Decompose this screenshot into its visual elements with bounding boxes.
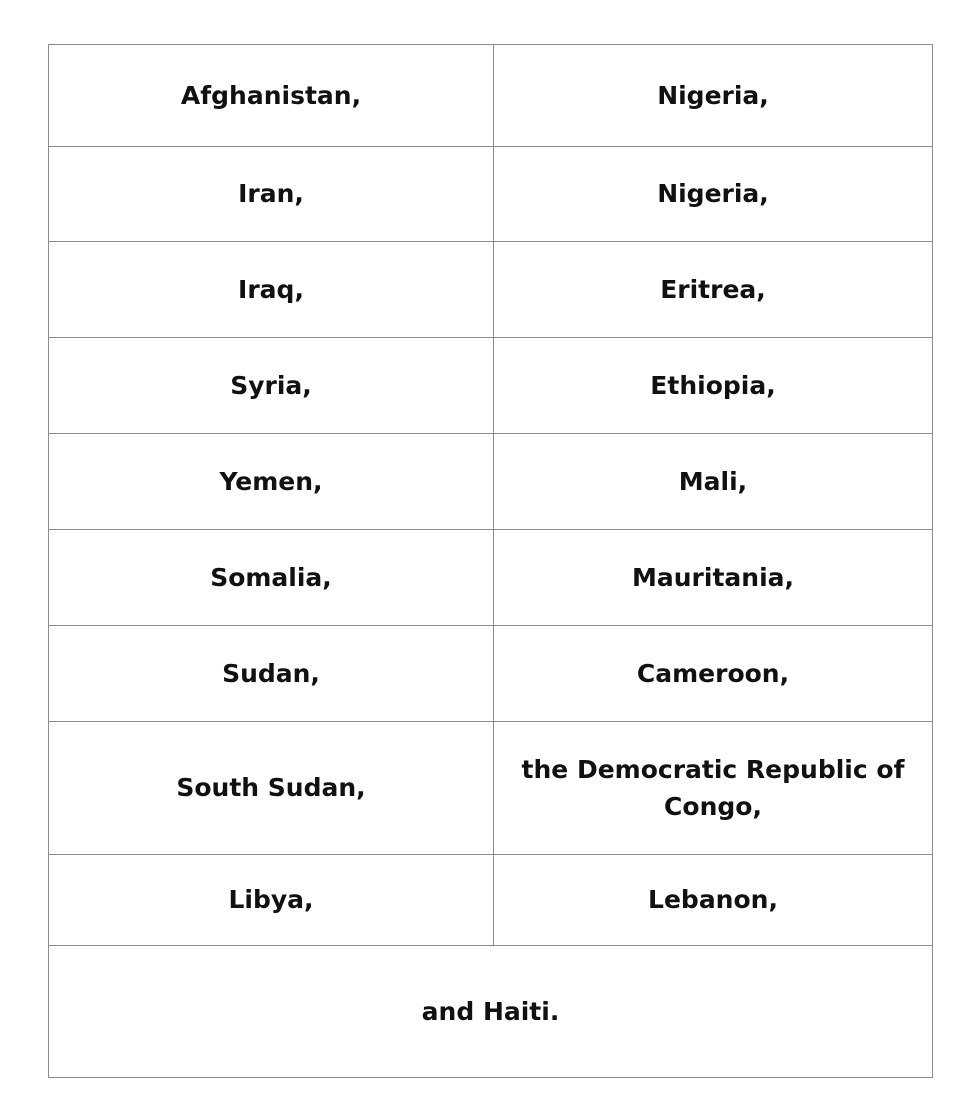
country-cell-left: Afghanistan,: [49, 45, 494, 147]
country-cell-right: the Democratic Republic of Congo,: [494, 722, 933, 855]
country-cell-left: Syria,: [49, 338, 494, 434]
table-row: [49, 45, 933, 147]
table-row: [49, 626, 933, 722]
table-row: [49, 855, 933, 946]
table-row: [49, 722, 933, 855]
final-country-cell: and Haiti.: [49, 946, 933, 1078]
country-cell-left: Libya,: [49, 855, 494, 946]
country-cell-right: Eritrea,: [494, 242, 933, 338]
country-cell-right: Cameroon,: [494, 626, 933, 722]
table-row: [49, 338, 933, 434]
country-cell-left: Yemen,: [49, 434, 494, 530]
table-row: [49, 530, 933, 626]
table-row: [49, 242, 933, 338]
table-row: [49, 147, 933, 242]
country-cell-left: Iran,: [49, 147, 494, 242]
country-cell-right: Nigeria,: [494, 147, 933, 242]
country-cell-left: Somalia,: [49, 530, 494, 626]
country-cell-right: Ethiopia,: [494, 338, 933, 434]
table-row: [49, 434, 933, 530]
country-cell-left: South Sudan,: [49, 722, 494, 855]
country-table: [48, 44, 933, 1078]
country-cell-right: Mauritania,: [494, 530, 933, 626]
country-cell-right: Mali,: [494, 434, 933, 530]
country-cell-left: Sudan,: [49, 626, 494, 722]
country-cell-right: Nigeria,: [494, 45, 933, 147]
table-row: [49, 946, 933, 1078]
country-cell-left: Iraq,: [49, 242, 494, 338]
country-cell-right: Lebanon,: [494, 855, 933, 946]
